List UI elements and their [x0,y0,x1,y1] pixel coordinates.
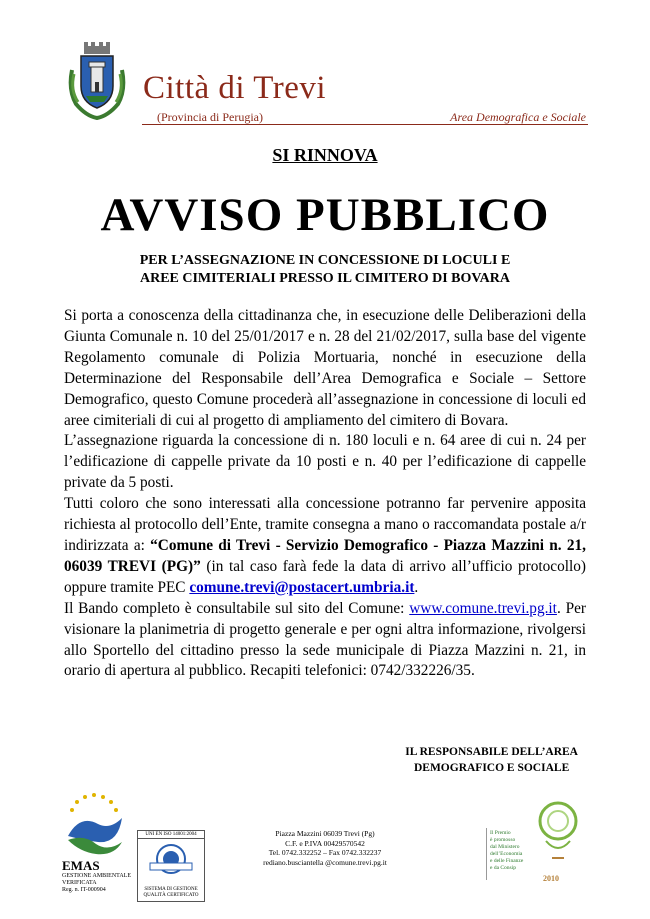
signature-block [405,744,578,776]
premio-year: 2010 [543,874,559,883]
office-address: “Comune di Trevi - Servizio Demografico - Piazza Mazzini n. 21, 06039 TREVI (PG)” [64,536,586,575]
emas-detail-1: GESTIONE AMBIENTALE [62,873,132,879]
paragraph-2: L’assegnazione riguarda la concessione di n. 180 loculi e n. 64 aree di cui n. 24 per l’edificazione di cappelle private da 10 posti e n. 40 per l’edificazione di cappelle private da 5 posti. [64,432,586,492]
footer-address [250,829,400,867]
paragraph-4-text-b: . Per visionare la planimetria di progetto generale e per ogni altra informazione, rivolgersi allo Sportello del cittadino presso la sede municipale di Piazza Mazzini n. 21, in orario di apertura al pubblico. Recapiti telefonici: 0742/332226/35. [64,599,586,680]
notice-title: AVVISO PUBBLICO [100,189,550,241]
award-text [490,830,532,872]
emas-detail-2: VERIFICATA [62,880,97,886]
paragraph-3-text-a: Tutti coloro che sono interessati alla concessione potranno far pervenire apposita richiesta al protocollo dell’Ente, tramite consegna a mano o raccomandata postale a/r indirizzata a: [64,495,586,554]
paragraph-4-text-a: Il Bando completo è consultabile sul sito del Comune: [64,599,410,617]
address-line-1: Piazza Mazzini 06039 Trevi (Pg) [275,829,375,838]
award-line-6: e da Consip [490,865,516,871]
signature-line-1: IL RESPONSABILE DELL’AREA [405,746,578,758]
subtitle-line-1: PER L’ASSEGNAZIONE IN CONCESSIONE DI LOCULI E [139,253,511,268]
area-label: Area Demografica e Sociale [450,110,586,124]
subtitle-line-2: AREE CIMITERIALI PRESSO IL CIMITERO DI BOVARA [139,271,511,286]
iso-certification-badge [137,830,205,902]
award-line-1: Il Premio [490,830,511,836]
paragraph-4 [64,599,586,683]
header-divider [142,124,588,125]
renew-heading: SI RINNOVA [272,145,378,165]
award-line-4: dell’Economia [490,851,523,857]
notice-subtitle [0,252,650,288]
paragraph-1: Si porta a conoscenza della cittadinanza che, in esecuzione delle Deliberazioni della Giunta Comunale n. 10 del 25/01/2017 e n. 28 del 21/02/2017, sulla base del vigente Regolamento comunale di Polizia Mortuaria, nonché in esecuzione della Determinazione del Responsabile dell’Area Demografica e Sociale – Settore Demografico, questo Comune procederà all’assegnazione in concessione di loculi ed aree cimiteriali di cui al progetto di ampliamento del cimitero di Bovara. [64,307,586,429]
cert-desc-2: QUALITÀ CERTIFICATO [143,893,199,898]
award-line-2: è promosso [490,837,516,843]
city-title: Città di Trevi [143,70,327,106]
award-divider [486,828,487,880]
award-line-5: e delle Finanze [490,858,524,864]
paragraph-3 [64,494,586,599]
notice-body [64,306,586,682]
address-line-3: Tel. 0742.332252 – Fax 0742.332237 [268,848,382,857]
certification-mark-icon [138,839,204,879]
paragraph-3-end: . [414,578,419,596]
signature-line-2: DEMOGRAFICO E SOCIALE [413,762,570,774]
paragraph-3-text-b: (in tal caso farà fede la data di arrivo all’ufficio protocollo) oppure tramite PEC [64,557,586,596]
cert-description [138,887,204,899]
award-line-3: dal Ministero [490,844,520,850]
emas-details [62,873,131,894]
premio-logo-icon [532,785,584,875]
address-line-4: rediano.busciantella @comune.trevi.pg.it [263,857,387,867]
emas-label: EMAS [62,858,100,873]
emas-detail-3: Reg. n. IT-000904 [62,887,106,893]
city-crest-icon [66,40,128,120]
address-line-2: C.F. e P.IVA 00429570542 [285,838,365,848]
cert-desc-1: SISTEMA DI GESTIONE [144,887,198,892]
province-label: (Provincia di Perugia) [157,110,263,124]
pec-email-link[interactable]: comune.trevi@postacert.umbria.it [189,578,415,596]
cert-standard: UNI EN ISO 14001:2004 [138,831,204,839]
website-link[interactable]: www.comune.trevi.pg.it [409,599,557,617]
